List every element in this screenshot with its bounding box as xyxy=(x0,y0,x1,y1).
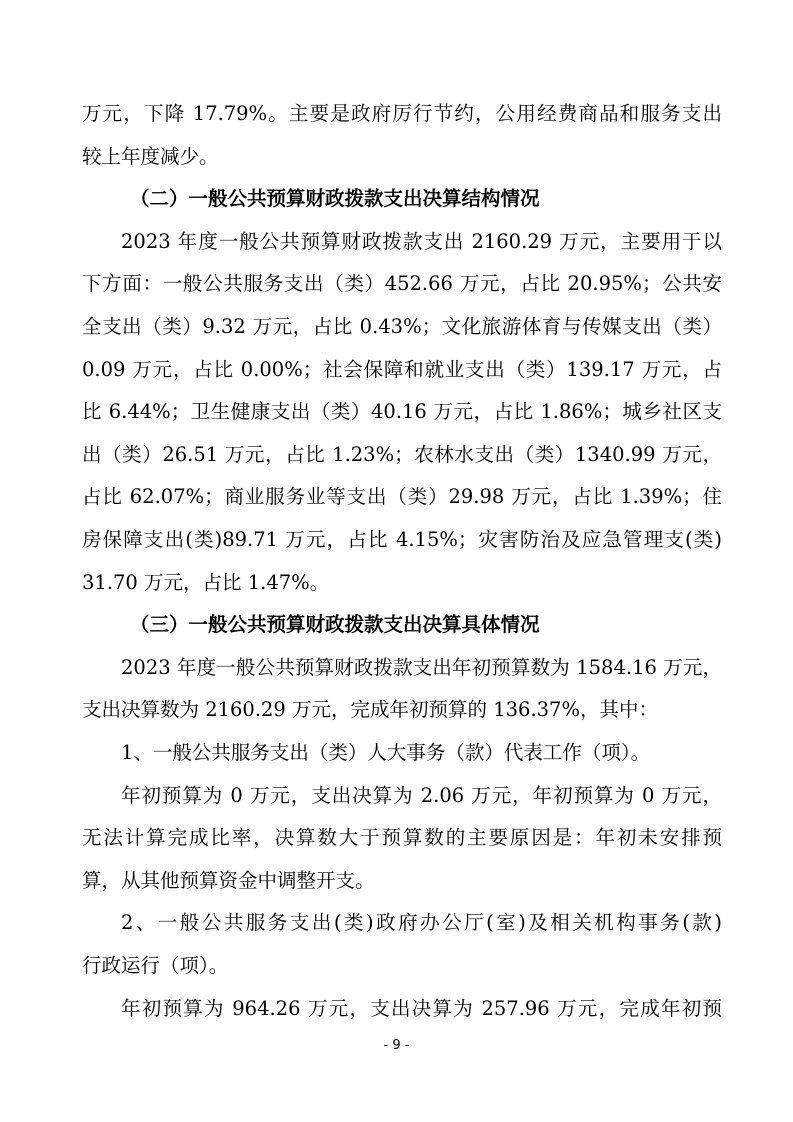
paragraph-line: 31.70 万元，占比 1.47%。 xyxy=(82,571,330,594)
paragraph-line: 支出决算数为 2160.29 万元，完成年初预算的 136.37%，其中： xyxy=(82,698,658,721)
paragraph-line: 下方面：一般公共服务支出（类）452.66 万元，占比 20.95%；公共安 xyxy=(82,272,722,295)
paragraph-line: 比 6.44%；卫生健康支出（类）40.16 万元，占比 1.86%；城乡社区支 xyxy=(82,400,722,423)
paragraph-line: 算，从其他预算资金中调整开支。 xyxy=(82,869,375,892)
paragraph-line: 2023 年度一般公共预算财政拨款支出 2160.29 万元，主要用于以 xyxy=(121,230,722,253)
paragraph-line: 房保障支出(类)89.71 万元，占比 4.15%；灾害防治及应急管理支(类) xyxy=(82,528,722,551)
paragraph-line: 无法计算完成比率，决算数大于预算数的主要原因是：年初未安排预 xyxy=(82,826,722,849)
paragraph-line: 全支出（类）9.32 万元，占比 0.43%；文化旅游体育与传媒支出（类） xyxy=(82,315,722,338)
page-number: - 9 - xyxy=(383,1038,410,1053)
paragraph-line: 较上年度减少。 xyxy=(82,145,219,168)
paragraph-line: 0.09 万元，占比 0.00%；社会保障和就业支出（类）139.17 万元，占 xyxy=(82,358,722,381)
section-heading: （二）一般公共预算财政拨款支出决算结构情况 xyxy=(130,187,540,210)
paragraph-line: 1、一般公共服务支出（类）人大事务（款）代表工作（项）。 xyxy=(121,741,651,764)
paragraph-line: 年初预算为 964.26 万元，支出决算为 257.96 万元，完成年初预 xyxy=(121,997,722,1020)
section-heading: （三）一般公共预算财政拨款支出决算具体情况 xyxy=(130,613,540,636)
paragraph-line: 2023 年度一般公共预算财政拨款支出年初预算数为 1584.16 万元， xyxy=(121,656,722,679)
paragraph-line: 年初预算为 0 万元，支出决算为 2.06 万元，年初预算为 0 万元， xyxy=(121,784,722,807)
paragraph-line: 占比 62.07%；商业服务业等支出（类）29.98 万元，占比 1.39%；住 xyxy=(82,485,722,508)
paragraph-line: 行政运行（项）。 xyxy=(82,954,229,977)
paragraph-line: 万元，下降 17.79%。主要是政府厉行节约，公用经费商品和服务支出 xyxy=(82,102,722,125)
paragraph-line: 出（类）26.51 万元，占比 1.23%；农林水支出（类）1340.99 万元， xyxy=(82,443,722,466)
paragraph-line: 2、一般公共服务支出(类)政府办公厅(室)及相关机构事务(款) xyxy=(121,911,722,934)
